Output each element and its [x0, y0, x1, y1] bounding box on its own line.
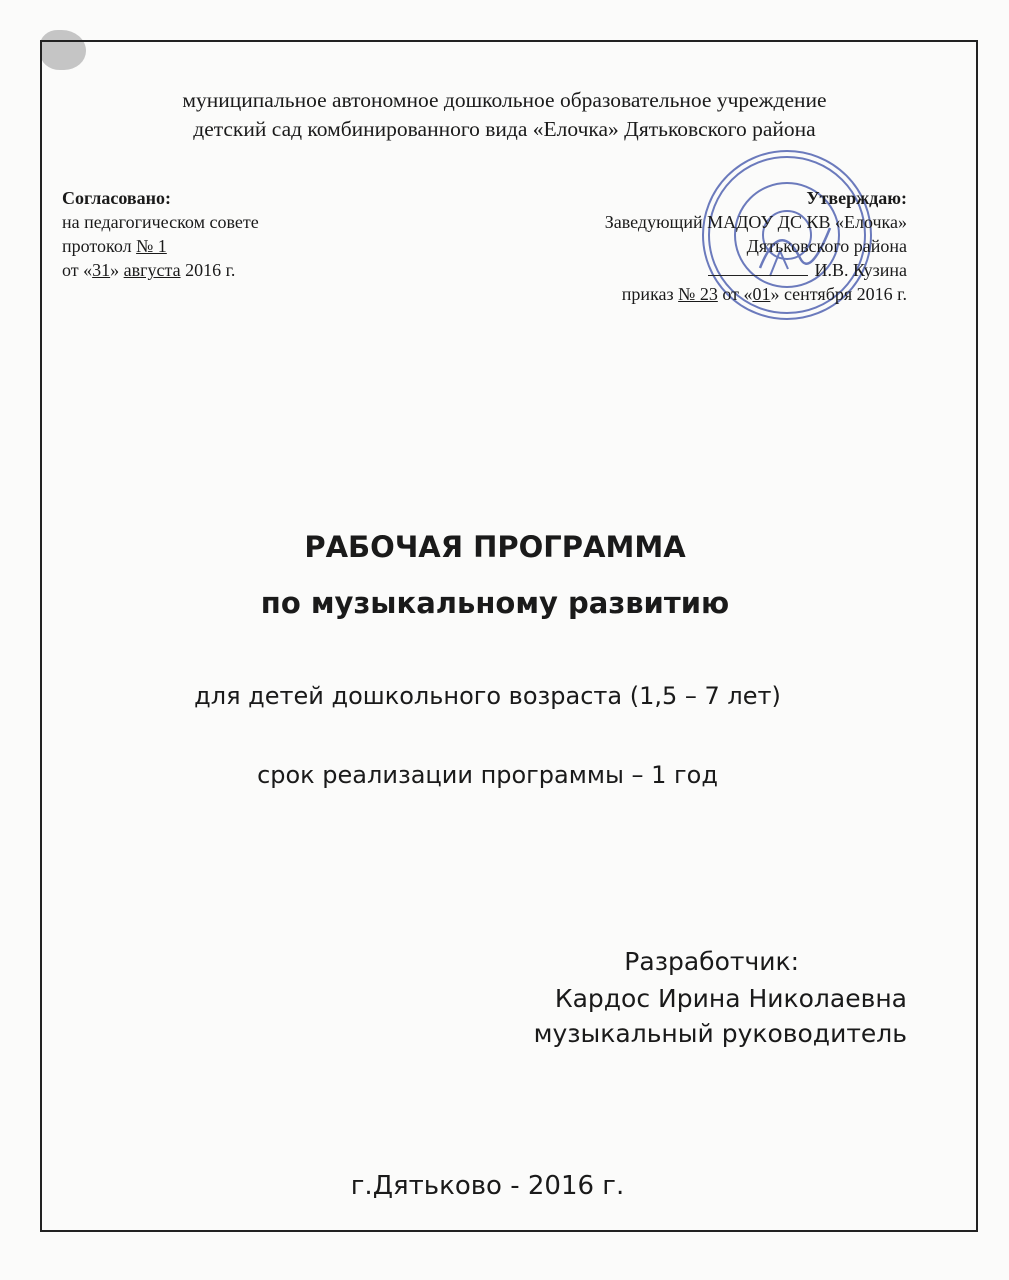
target-audience: для детей дошкольного возраста (1,5 – 7 лет): [194, 682, 781, 710]
developer-role: музыкальный руководитель: [533, 1019, 907, 1048]
protocol-number: № 1: [136, 236, 167, 256]
approved-signer: И.В. Кузина: [605, 258, 907, 282]
org-line-1: муниципальное автономное дошкольное образовательное учреждение: [182, 88, 827, 112]
city-year: г.Дятьково - 2016 г.: [350, 1171, 625, 1201]
signature-line: [708, 261, 808, 276]
document-subject: по музыкальному развитию: [260, 586, 730, 620]
agreed-council: на педагогическом совете: [62, 212, 259, 232]
agreed-block: [62, 186, 259, 282]
approved-title: Утверждаю:: [806, 188, 907, 208]
agreed-date: от «31» августа 2016 г.: [62, 260, 236, 280]
document-title: РАБОЧАЯ ПРОГРАММА: [304, 530, 686, 564]
organization-header: [0, 86, 1009, 144]
approved-order: приказ № 23 от «01» сентября 2016 г.: [621, 284, 907, 304]
developer-label: Разработчик:: [624, 947, 799, 976]
org-line-2: детский сад комбинированного вида «Елочка» Дятьковского района: [193, 117, 816, 141]
approved-position: Заведующий МАДОУ ДС КВ «Елочка»: [604, 212, 907, 232]
agreed-title: Согласовано:: [62, 188, 171, 208]
approved-block: [605, 186, 907, 306]
agreed-protocol: протокол № 1: [62, 236, 167, 256]
program-term: срок реализации программы – 1 год: [257, 761, 718, 789]
approved-district: Дятьковского района: [746, 236, 907, 256]
developer-name: Кардос Ирина Николаевна: [554, 984, 907, 1013]
